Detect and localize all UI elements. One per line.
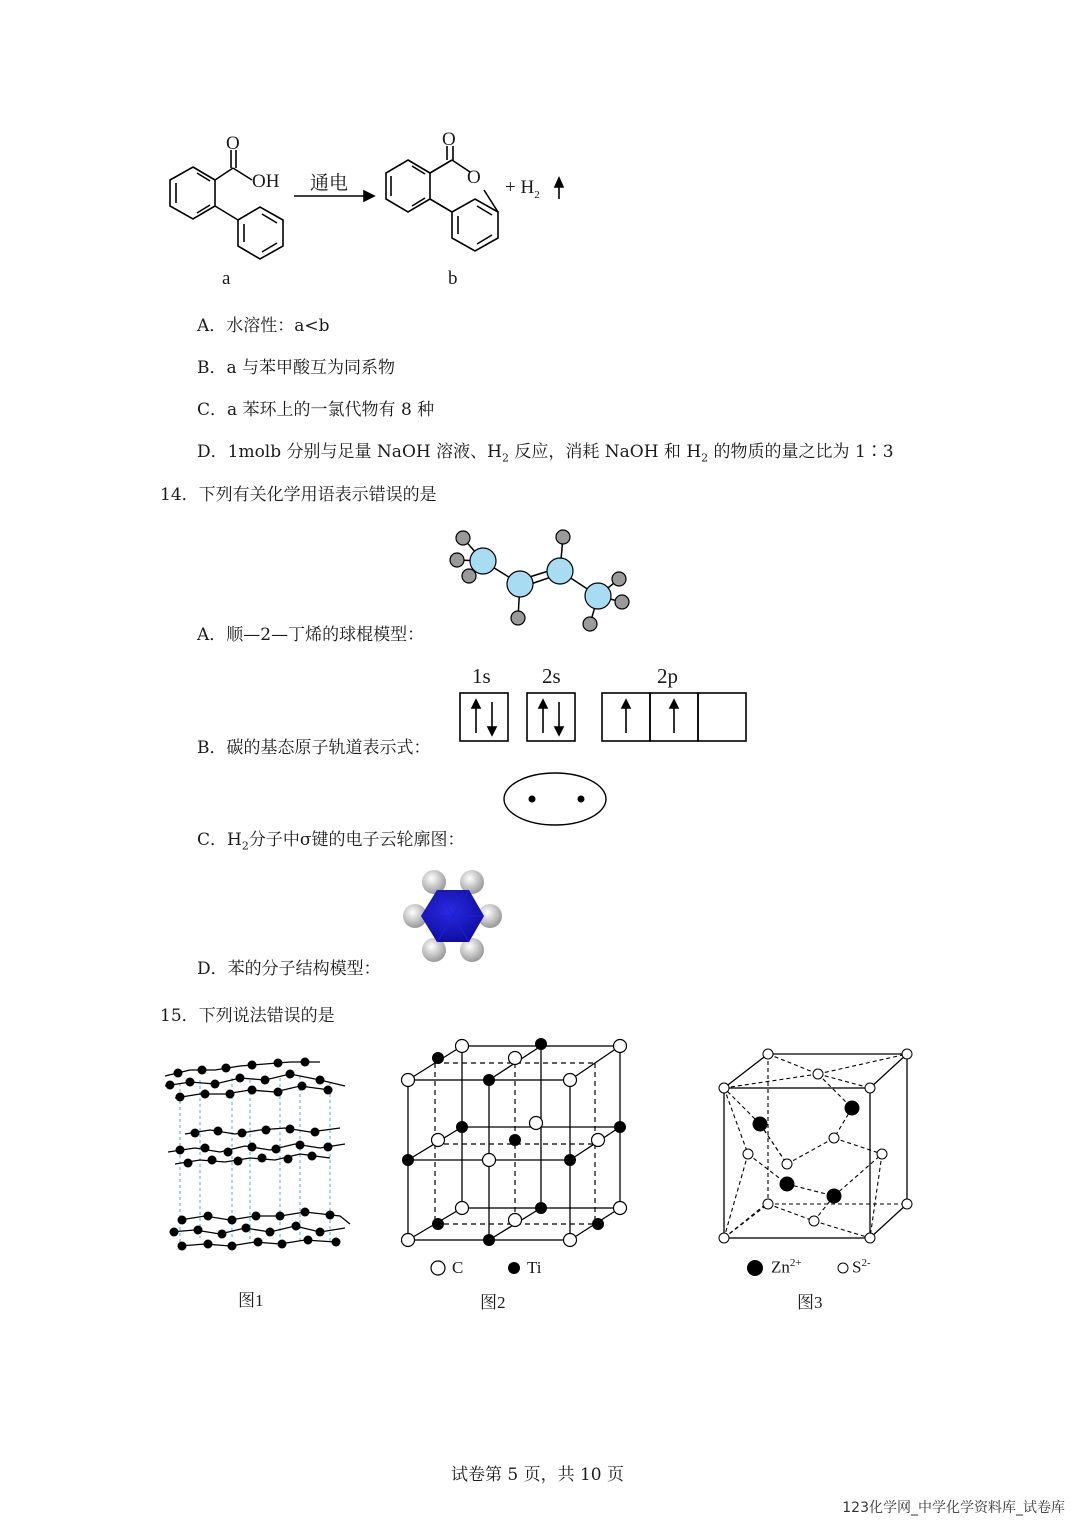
product-h2: + $H_2$ xyxy=(505,177,540,201)
butene-ball-stick-model xyxy=(445,520,645,640)
gas-up-arrow xyxy=(555,178,563,199)
figure-2-caption: 图2 xyxy=(480,1293,506,1312)
fig3-legend-s-symbol xyxy=(836,1258,852,1278)
fig3-legend-zn: $Zn^{2+}$ xyxy=(771,1257,802,1277)
fig2-legend-ti: Ti xyxy=(527,1258,542,1277)
graphite-layers-figure xyxy=(160,1048,360,1258)
label-b: b xyxy=(448,268,458,289)
page-footer: 试卷第 5 页，共 10 页 xyxy=(450,1465,625,1485)
fig3-legend-zn-symbol xyxy=(745,1258,765,1278)
figure-3-caption: 图3 xyxy=(797,1293,823,1312)
q15-stem: 15．下列说法错误的是 xyxy=(160,1006,335,1026)
fig3-legend-s: $S^{2-}$ xyxy=(852,1257,871,1277)
arrow-label: 通电 xyxy=(310,172,349,194)
fig2-legend-c-symbol xyxy=(429,1258,449,1278)
carbonyl-o-b: O xyxy=(442,129,456,150)
q14-option-c: C．$H_2$分子中σ键的电子云轮廓图： xyxy=(197,830,465,853)
q14-option-a: A．顺—2—丁烯的球棍模型： xyxy=(197,625,425,645)
q13-option-c: C．a 苯环上的一氯代物有 8 种 xyxy=(197,400,435,420)
molecule-b xyxy=(386,146,498,251)
reaction-scheme xyxy=(0,0,1075,300)
oh-label: OH xyxy=(252,171,280,192)
watermark: 123化学网_中学化学资料库_试卷库 xyxy=(842,1500,1065,1516)
molecule-a xyxy=(170,150,283,259)
q13-option-a: A．水溶性：a<b xyxy=(197,316,330,336)
tic-lattice-figure xyxy=(400,1036,640,1256)
orbital-label-1s: 1s xyxy=(472,664,491,688)
orbital-label-2p: 2p xyxy=(657,664,678,688)
q13-option-b: B．a 与苯甲酸互为同系物 xyxy=(197,358,396,378)
carbon-orbital-diagram xyxy=(455,688,755,748)
figure-1-caption: 图1 xyxy=(238,1291,264,1310)
zns-lattice-figure xyxy=(714,1046,924,1246)
fig2-legend-c: C xyxy=(452,1258,464,1277)
sigma-bond-cloud xyxy=(502,772,612,832)
ring-o-b: O xyxy=(467,167,481,188)
carbonyl-o-a: O xyxy=(226,133,240,154)
q14-option-b: B．碳的基态原子轨道表示式： xyxy=(197,738,431,758)
q14-stem: 14．下列有关化学用语表示错误的是 xyxy=(160,485,437,505)
benzene-space-filling-model xyxy=(400,868,510,968)
q13-option-d: D．1molb 分别与足量 NaOH 溶液、$H_2$ 反应，消耗 NaOH 和 $H_2$ 的物质的量之比为 1∶3 xyxy=(197,442,894,465)
label-a: a xyxy=(222,268,231,289)
fig2-legend-ti-symbol xyxy=(505,1258,525,1278)
q14-option-d: D．苯的分子结构模型： xyxy=(197,959,381,979)
orbital-label-2s: 2s xyxy=(542,664,561,688)
